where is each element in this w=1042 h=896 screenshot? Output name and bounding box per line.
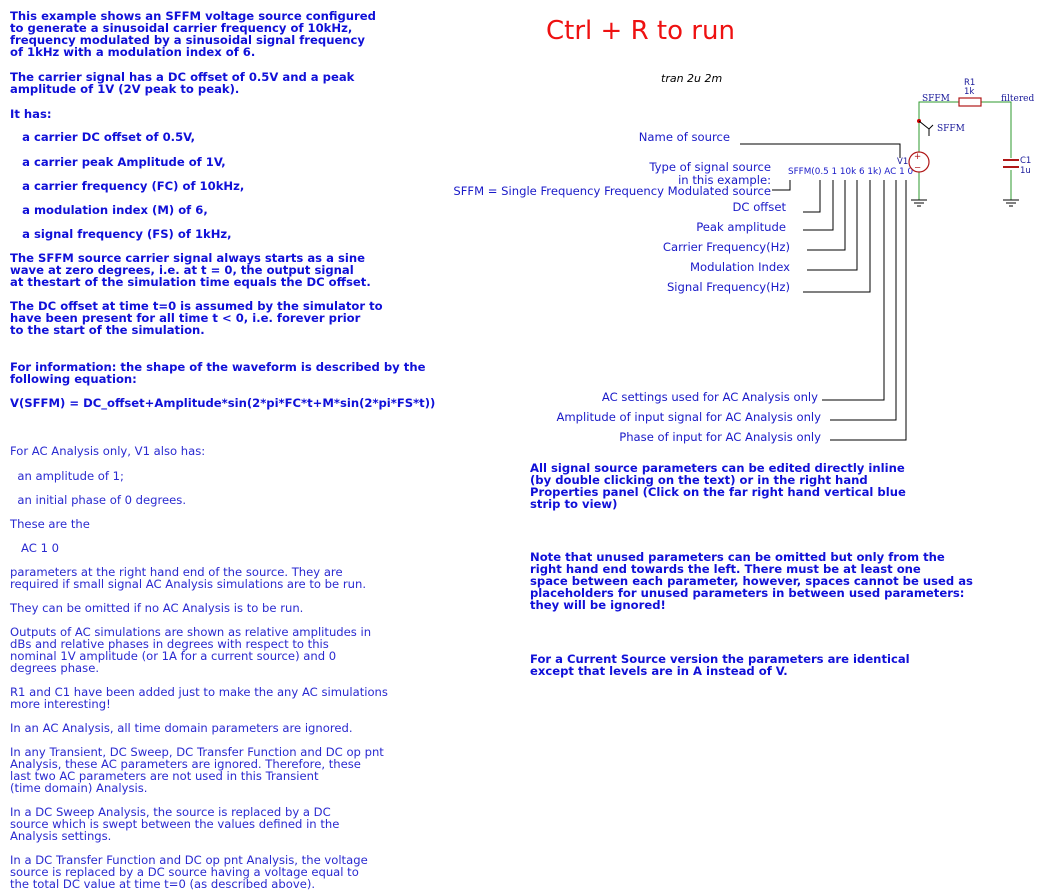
label-peak-amplitude: Peak amplitude: [696, 220, 786, 234]
ac-phase-text: an initial phase of 0 degrees.: [10, 493, 187, 507]
tran-directive[interactable]: tran 2u 2m: [661, 72, 723, 85]
label-dc-offset: DC offset: [732, 200, 786, 214]
label-ac-phase: Phase of input for AC Analysis only: [619, 430, 821, 444]
r1-resistor[interactable]: [959, 98, 981, 106]
info-text: For information: the shape of the waveform is described by the following equation:: [10, 360, 426, 386]
equation-text: V(SFFM) = DC_offset+Amplitude*sin(2*pi*FC*t+M*sin(2*pi*FS*t)): [10, 396, 436, 410]
intro-text: This example shows an SFFM voltage source configured to generate a sinusoidal carrier frequency of 10kHz, frequency modulated by a sinusoidal signal frequency of 1kHz with a modulation index of 6.: [10, 9, 376, 59]
leader-ac-phase: [830, 180, 906, 440]
label-ac-amplitude: Amplitude of input signal for AC Analysis only: [556, 410, 821, 424]
ground-v1-icon: [911, 200, 927, 206]
param-dc-offset: a carrier DC offset of 0.5V,: [10, 130, 196, 144]
v1-plus-sign: +: [914, 152, 922, 162]
edit-note: All signal source parameters can be edited directly inline (by double clicking on the text) or in the right hand Properties panel (Click on the far right hand vertical blue strip to view): [530, 461, 906, 511]
params-end-text: parameters at the right hand end of the source. They are required if small signal AC Analysis simulations are to be run.: [10, 565, 367, 591]
ground-c1-icon: [1003, 200, 1019, 206]
param-modulation-index: a modulation index (M) of 6,: [10, 203, 208, 217]
label-type-of-source: Type of signal source in this example:: [649, 160, 771, 187]
leader-lines: [740, 144, 909, 440]
leader-peak: [803, 180, 833, 230]
net-label-filtered: filtered: [1001, 94, 1035, 104]
probe-label-sffm: SFFM: [937, 124, 965, 134]
wire-filtered: [981, 102, 1011, 158]
label-name-of-source: Name of source: [638, 130, 730, 144]
leader-ac-amp: [830, 180, 896, 420]
param-signal-frequency: a signal frequency (FS) of 1kHz,: [10, 227, 232, 241]
label-modulation-index: Modulation Index: [690, 260, 790, 274]
param-amplitude: a carrier peak Amplitude of 1V,: [10, 155, 226, 169]
unused-note: Note that unused parameters can be omitted but only from the right hand end towards the left. There must be at least one space between each parameter, however, spaces cannot be used as placeholders for unused parameters in between used parameters: they will be ignored!: [530, 550, 973, 612]
net-label-sffm: SFFM: [922, 94, 950, 104]
leader-type: [772, 180, 790, 190]
current-source-note: For a Current Source version the parameters are identical except that levels are in A instead of V.: [530, 652, 910, 678]
it-has-text: It has:: [10, 107, 52, 121]
run-hint: Ctrl + R to run: [546, 16, 735, 46]
source-value-string[interactable]: SFFM(0.5 1 10k 6 1k) AC 1 0: [788, 167, 914, 177]
label-ac-settings: AC settings used for AC Analysis only: [601, 390, 818, 404]
wires: [919, 102, 1011, 200]
carrier-text: The carrier signal has a DC offset of 0.5V and a peak amplitude of 1V (2V peak to peak).: [10, 70, 355, 96]
dc-sweep-text: In a DC Sweep Analysis, the source is replaced by a DC source which is swept between the values defined in the Analysis settings.: [10, 805, 340, 843]
ac10-text: AC 1 0: [10, 541, 60, 555]
param-carrier-frequency: a carrier frequency (FC) of 10kHz,: [10, 179, 245, 193]
v1-minus-sign: −: [914, 163, 922, 173]
dc-tf-text: In a DC Transfer Function and DC op pnt Analysis, the voltage source is replaced by a DC source having a voltage equal to the total DC value at time t=0 (as described above).: [10, 853, 368, 891]
leader-mod: [807, 180, 857, 270]
c1-label: C1: [1020, 156, 1032, 166]
label-signal-frequency: Signal Frequency(Hz): [666, 280, 790, 294]
outputs-text: Outputs of AC simulations are shown as relative amplitudes in dBs and relative phases in degrees with respect to this nominal 1V amplitude (or 1A for a current source) and 0 degrees phase.: [10, 625, 372, 675]
dc-offset-text: The DC offset at time t=0 is assumed by the simulator to have been present for all time t < 0, i.e. forever prior to the start of the simulation.: [10, 299, 383, 337]
v1-label: V1: [897, 157, 909, 167]
sine-start-text: The SFFM source carrier signal always starts as a sine wave at zero degrees, i.e. at t = 0, the output signal at thestart of the simulation time equals the DC offset.: [10, 251, 371, 289]
r1-value: 1k: [964, 87, 975, 97]
c1-capacitor[interactable]: [1003, 160, 1019, 167]
leader-carrier: [807, 180, 845, 250]
ac-ignored-text: In an AC Analysis, all time domain parameters are ignored.: [10, 721, 353, 735]
transient-text: In any Transient, DC Sweep, DC Transfer Function and DC op pnt Analysis, these AC parameters are ignored. Therefore, these last two AC parameters are not used in this Transient (time domain) Analysis.: [10, 745, 384, 795]
r1-label: R1: [964, 78, 976, 88]
leader-name: [740, 144, 900, 158]
c1-value: 1u: [1020, 166, 1031, 176]
ac-only-text: For AC Analysis only, V1 also has:: [10, 444, 206, 458]
leader-dc-offset: [803, 180, 820, 212]
label-carrier-frequency: Carrier Frequency(Hz): [662, 240, 790, 254]
omitted-text: They can be omitted if no AC Analysis is to be run.: [10, 601, 304, 615]
leader-signal: [803, 180, 870, 292]
these-are-text: These are the: [10, 517, 90, 531]
ac-amplitude-text: an amplitude of 1;: [10, 469, 124, 483]
leader-ac-settings: [822, 180, 884, 400]
r1c1-text: R1 and C1 have been added just to make the any AC simulations more interesting!: [10, 685, 388, 711]
probe-arrow-icon[interactable]: [919, 121, 933, 129]
label-sffm-definition: SFFM = Single Frequency Frequency Modulated source: [453, 184, 771, 198]
